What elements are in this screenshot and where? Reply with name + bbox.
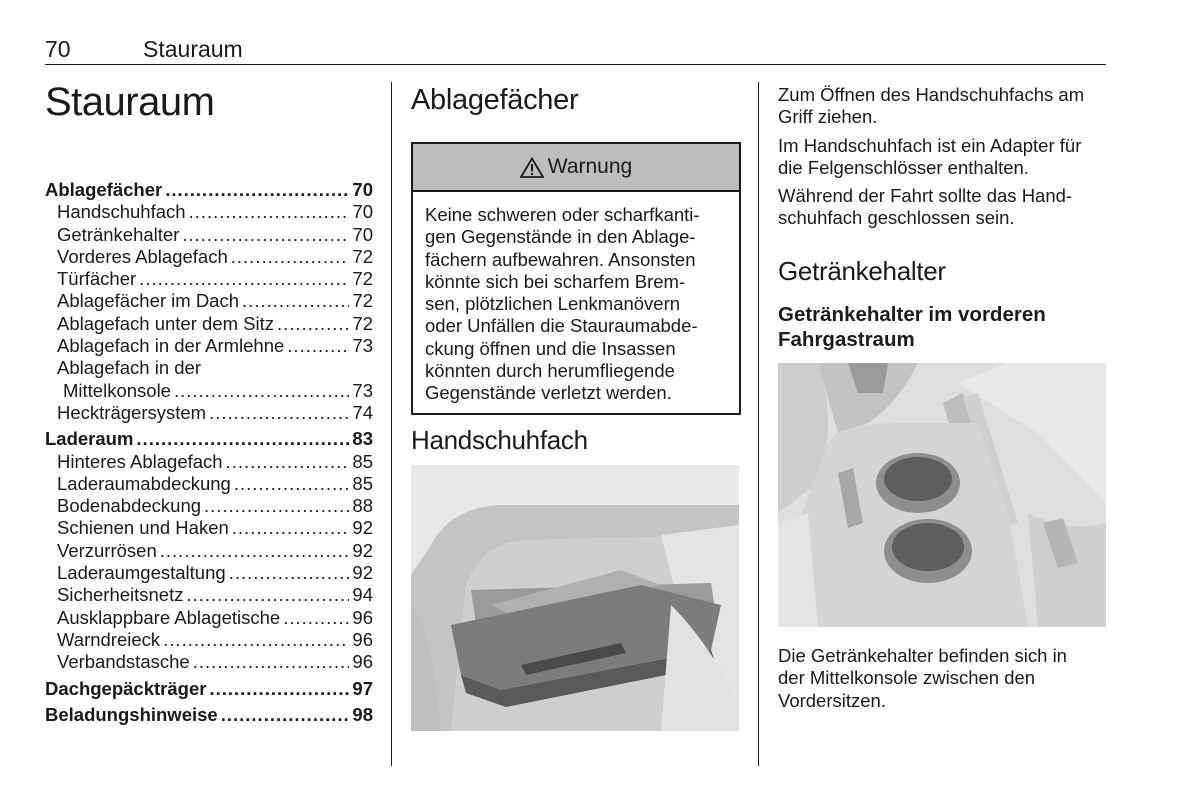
toc-entry-title: Ablagefächer im Dach (57, 290, 240, 312)
toc-entry-title: Schienen und Haken (57, 517, 229, 539)
toc-page-number: 70 (352, 201, 373, 223)
toc-page-number: 92 (352, 539, 373, 561)
toc-entry-title: Türfächer (57, 268, 137, 290)
warning-line: sen, plötzlichen Lenkmanövern (425, 293, 681, 315)
toc-leader-dots (209, 678, 349, 700)
toc-page-number: 73 (352, 379, 373, 401)
cupholder-photo (778, 363, 1106, 627)
toc-entry (45, 651, 373, 673)
toc-page-number: 94 (352, 584, 373, 606)
warning-line: fächern aufbewahren. Ansonsten (425, 248, 696, 270)
toc-leader-dots (221, 704, 350, 726)
toc-leader-dots (209, 402, 349, 424)
toc-entry (45, 428, 373, 450)
toc-entry (45, 335, 373, 357)
warning-line: könnte sich bei scharfem Brem- (425, 270, 686, 292)
section-heading-glovebox: Handschuhfach (411, 425, 588, 455)
column-divider-2 (758, 82, 759, 766)
toc-page-number: 70 (352, 223, 373, 245)
toc-entry (45, 562, 373, 584)
toc-entry-title: Laderaum (45, 428, 134, 450)
toc-entry (45, 607, 373, 629)
toc-entry (45, 246, 373, 268)
toc-page-number: 74 (352, 401, 373, 423)
toc-entry-title: Heckträgersystem (57, 401, 207, 423)
toc-entry-title: Ablagefächer (45, 179, 163, 200)
section-heading-cupholders: Getränkehalter (778, 256, 946, 286)
page-number: 70 (45, 36, 71, 62)
toc-leader-dots (136, 428, 349, 450)
toc-leader-dots (165, 179, 349, 201)
toc-entry-title: Handschuhfach (57, 201, 186, 223)
table-of-contents (45, 179, 373, 726)
toc-leader-dots (174, 380, 349, 402)
warning-line: könnten durch herumfliegende (425, 360, 675, 382)
page-header (45, 34, 1106, 65)
toc-entry (45, 473, 373, 495)
warning-line: oder Unfällen die Stauraumabde- (425, 315, 698, 337)
toc-entry-title: Beladungshinweise (45, 703, 218, 725)
toc-entry (45, 517, 373, 539)
toc-leader-dots (232, 517, 350, 539)
toc-page-number: 97 (352, 677, 373, 699)
toc-leader-dots (242, 290, 349, 312)
toc-entry (45, 290, 373, 312)
warning-line: Gegenstände verletzt werden. (425, 382, 672, 404)
warning-triangle-icon (520, 157, 544, 178)
toc-entry (45, 584, 373, 606)
toc-entry-title: Ablagefach in der Armlehne (57, 335, 285, 357)
toc-page-number: 70 (352, 179, 373, 200)
toc-entry (45, 451, 373, 473)
toc-entry (45, 402, 373, 424)
text-line: Getränkehalter im vorderen (778, 303, 1046, 326)
toc-page-number: 85 (352, 450, 373, 472)
toc-leader-dots (234, 473, 350, 495)
warning-title: Warnung (547, 155, 633, 178)
toc-entry-title: Vorderes Ablagefach (57, 245, 228, 267)
toc-entry (45, 495, 373, 517)
toc-page-number: 72 (352, 268, 373, 290)
toc-leader-dots (287, 335, 349, 357)
toc-entry-title: Verzurrösen (57, 539, 157, 561)
toc-page-number: 73 (352, 335, 373, 357)
toc-entry (45, 678, 373, 700)
paragraph (778, 84, 1108, 129)
toc-leader-dots (226, 451, 350, 473)
toc-leader-dots (182, 224, 349, 246)
toc-page-number: 88 (352, 495, 373, 517)
toc-leader-dots (139, 268, 349, 290)
toc-entry (45, 540, 373, 562)
toc-page-number: 92 (352, 517, 373, 539)
warning-line: Keine schweren oder scharfkanti- (425, 204, 700, 225)
toc-entry-title: Ablagefach unter dem Sitz (57, 312, 274, 334)
toc-leader-dots (160, 540, 350, 562)
text-line: Die Getränkehalter befinden sich in (778, 645, 1067, 666)
toc-page-number: 72 (352, 312, 373, 334)
chapter-title: Stauraum (45, 80, 215, 124)
toc-page-number: 92 (352, 562, 373, 584)
text-line: die Felgenschlösser enthalten. (778, 156, 1029, 178)
warning-header (413, 144, 739, 192)
toc-leader-dots (283, 607, 349, 629)
paragraph (778, 185, 1108, 230)
text-line: Während der Fahrt sollte das Hand- (778, 185, 1073, 207)
text-line: Vordersitzen. (778, 689, 886, 711)
toc-page-number: 72 (352, 245, 373, 267)
text-line: Zum Öffnen des Handschuhfachs am (778, 84, 1085, 105)
running-section-title: Stauraum (143, 36, 243, 62)
toc-entry-title: Laderaumgestaltung (57, 562, 226, 584)
warning-line: ckung öffnen und die Insassen (425, 337, 676, 359)
column-cupholder (778, 84, 1108, 711)
toc-leader-dots (229, 562, 350, 584)
toc-entry (45, 380, 373, 402)
toc-entry-title: Bodenabdeckung (57, 495, 202, 517)
toc-entry (45, 224, 373, 246)
toc-page-number: 72 (352, 290, 373, 312)
toc-entry-title: Getränkehalter (57, 223, 180, 245)
toc-entry-title: Verbandstasche (57, 651, 190, 673)
toc-page-number: 98 (352, 703, 373, 725)
column-divider-1 (391, 82, 392, 766)
toc-leader-dots (204, 495, 349, 517)
toc-entry (45, 357, 373, 379)
toc-entry-title: Sicherheitsnetz (57, 584, 184, 606)
cupholder-caption (778, 645, 1108, 712)
toc-entry (45, 268, 373, 290)
toc-page-number: 96 (352, 628, 373, 650)
toc-entry-title: Ausklappbare Ablagetische (57, 606, 281, 628)
toc-entry-title: Mittelkonsole (63, 379, 171, 401)
text-line: Im Handschuhfach ist ein Adapter für (778, 134, 1082, 156)
toc-leader-dots (193, 651, 350, 673)
toc-page-number: 96 (352, 651, 373, 673)
glovebox-photo (411, 465, 739, 731)
warning-line: gen Gegenstände in den Ablage- (425, 226, 696, 248)
toc-leader-dots (277, 313, 349, 335)
toc-leader-dots (186, 584, 349, 606)
toc-entry (45, 704, 373, 726)
paragraph (778, 135, 1108, 180)
toc-leader-dots (163, 629, 349, 651)
toc-entry-title: Dachgepäckträger (45, 677, 207, 699)
toc-entry-title: Warndreieck (57, 628, 161, 650)
toc-page-number: 85 (352, 472, 373, 494)
warning-box (411, 142, 741, 415)
text-line: Fahrgastraum (778, 328, 915, 351)
text-line: der Mittelkonsole zwischen den (778, 667, 1036, 689)
subsection-heading-front-cupholders (778, 302, 1108, 352)
toc-entry (45, 313, 373, 335)
toc-leader-dots (189, 201, 350, 223)
toc-page-number: 96 (352, 606, 373, 628)
toc-leader-dots (231, 246, 350, 268)
toc-entry (45, 629, 373, 651)
section-heading-storage: Ablagefächer (411, 84, 579, 116)
toc-entry (45, 201, 373, 223)
toc-entry-title: Laderaumabdeckung (57, 472, 231, 494)
text-line: Griff ziehen. (778, 106, 878, 128)
toc-page-number: 83 (352, 428, 373, 450)
text-line: schuhfach geschlossen sein. (778, 207, 1015, 229)
warning-text (413, 192, 739, 405)
toc-entry (45, 179, 373, 201)
column-storage (411, 84, 739, 455)
toc-entry-title: Hinteres Ablagefach (57, 450, 223, 472)
toc-entry-title: Ablagefach in der (57, 357, 201, 379)
